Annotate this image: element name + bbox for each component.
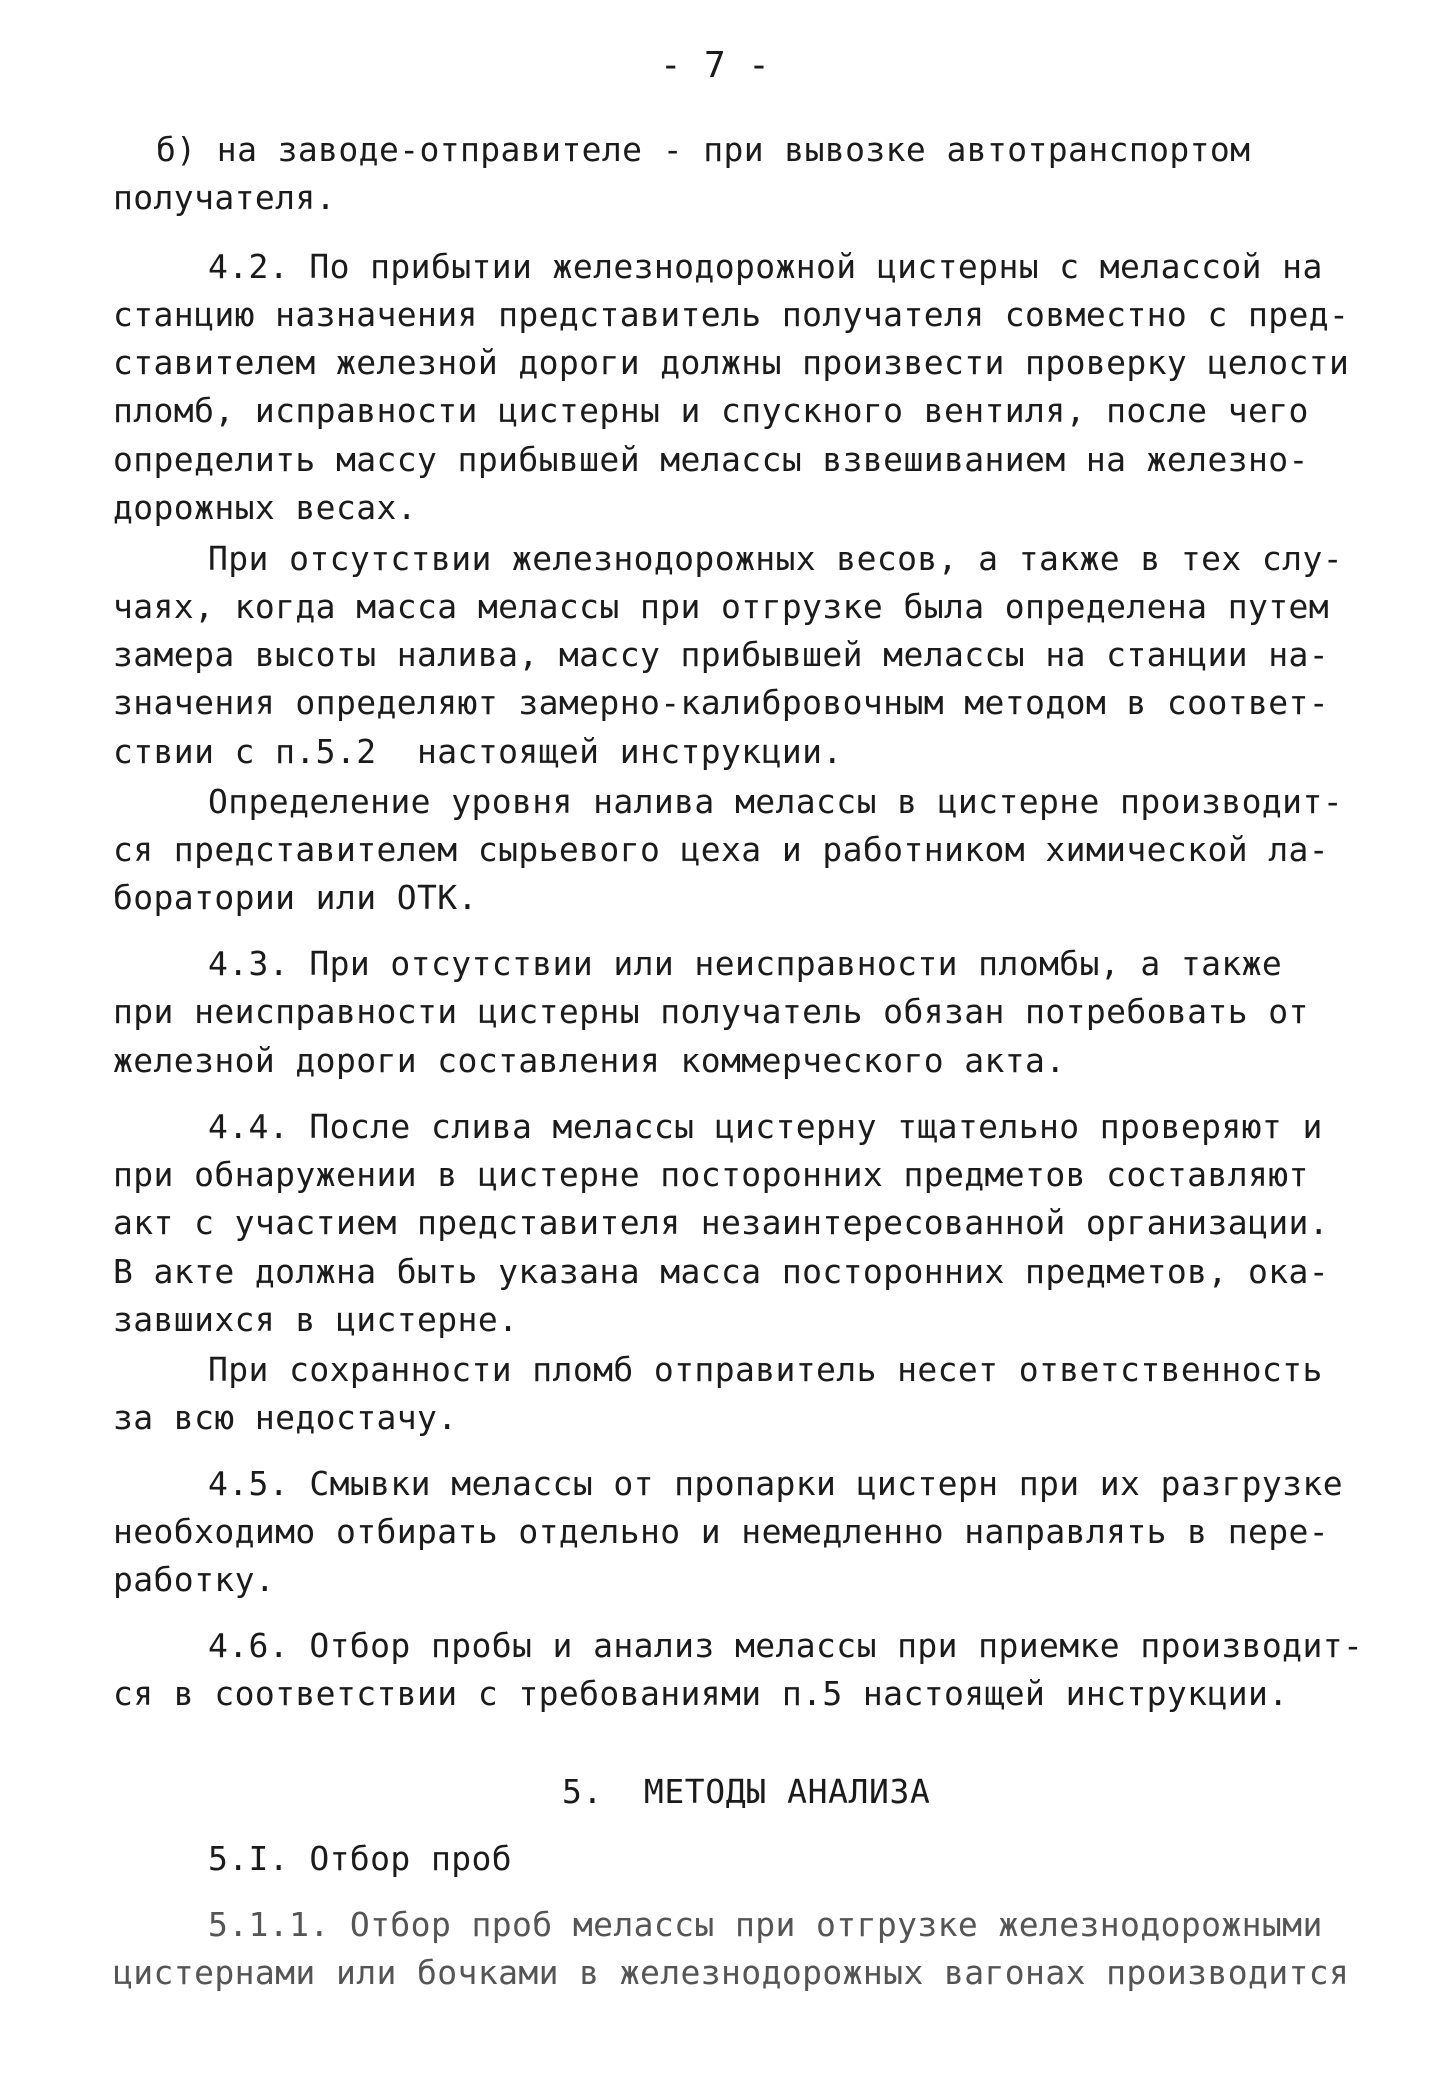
text-line: 4.3. При отсутствии или неисправности пломбы, а также — [208, 944, 1283, 983]
text-line: 5.1.1. Отбор проб мелассы при отгрузке железнодорожными — [208, 1905, 1323, 1944]
text-line: В акте должна быть указана масса посторонних предметов, ока- — [113, 1252, 1330, 1291]
text-line: определить массу прибывшей мелассы взвешиванием на железно- — [113, 440, 1309, 479]
text-line: работку. — [113, 1560, 276, 1599]
text-line: 4.5. Смывки мелассы от пропарки цистерн при их разгрузке — [208, 1464, 1343, 1503]
text-line: 4.4. После слива мелассы цистерну тщательно проверяют и — [208, 1107, 1323, 1146]
text-line: б) на заводе-отправителе - при вывозке автотранспортом — [156, 130, 1251, 169]
text-line: при обнаружении в цистерне посторонних предметов составляют — [113, 1155, 1309, 1194]
text-line: замера высоты налива, массу прибывшей мелассы на станции на- — [113, 635, 1330, 674]
text-line: акт с участием представителя незаинтересованной организации. — [113, 1203, 1330, 1242]
text-line: станцию назначения представитель получателя совместно с пред- — [113, 295, 1350, 334]
section-heading: 5. МЕТОДЫ АНАЛИЗА — [562, 1772, 931, 1811]
text-line: ствии с п.5.2 настоящей инструкции. — [113, 732, 843, 771]
text-line: 4.2. По прибытии железнодорожной цистерны с мелассой на — [208, 247, 1323, 286]
text-line: получателя. — [113, 178, 336, 217]
text-line: боратории или ОТК. — [113, 878, 478, 917]
text-line: При отсутствии железнодорожных весов, а также в тех слу- — [208, 539, 1343, 578]
text-line: ся представителем сырьевого цеха и работником химической ла- — [113, 830, 1330, 869]
text-line: при неисправности цистерны получатель обязан потребовать от — [113, 992, 1309, 1031]
subsection-heading: 5.I. Отбор проб — [208, 1839, 513, 1878]
page-number: - 7 - — [659, 45, 771, 86]
text-line: ся в соответствии с требованиями п.5 настоящей инструкции. — [113, 1674, 1289, 1713]
text-line: значения определяют замерно-калибровочным методом в соответ- — [113, 683, 1330, 722]
text-line: ставителем железной дороги должны произвести проверку целости — [113, 343, 1350, 382]
text-line: цистернами или бочками в железнодорожных вагонах производится — [113, 1953, 1350, 1992]
text-line: завшихся в цистерне. — [113, 1300, 519, 1339]
text-line: пломб, исправности цистерны и спускного вентиля, после чего — [113, 391, 1309, 430]
text-line: дорожных весах. — [113, 488, 418, 527]
text-line: необходимо отбирать отдельно и немедленно направлять в пере- — [113, 1512, 1330, 1551]
text-line: 4.6. Отбор пробы и анализ мелассы при приемке производит- — [208, 1626, 1364, 1665]
text-line: за всю недостачу. — [113, 1398, 458, 1437]
text-line: При сохранности пломб отправитель несет ответственность — [208, 1350, 1323, 1389]
text-line: Определение уровня налива мелассы в цистерне производит- — [208, 782, 1343, 821]
text-line: чаях, когда масса мелассы при отгрузке была определена путем — [113, 587, 1330, 626]
text-line: железной дороги составления коммерческого акта. — [113, 1041, 1066, 1080]
